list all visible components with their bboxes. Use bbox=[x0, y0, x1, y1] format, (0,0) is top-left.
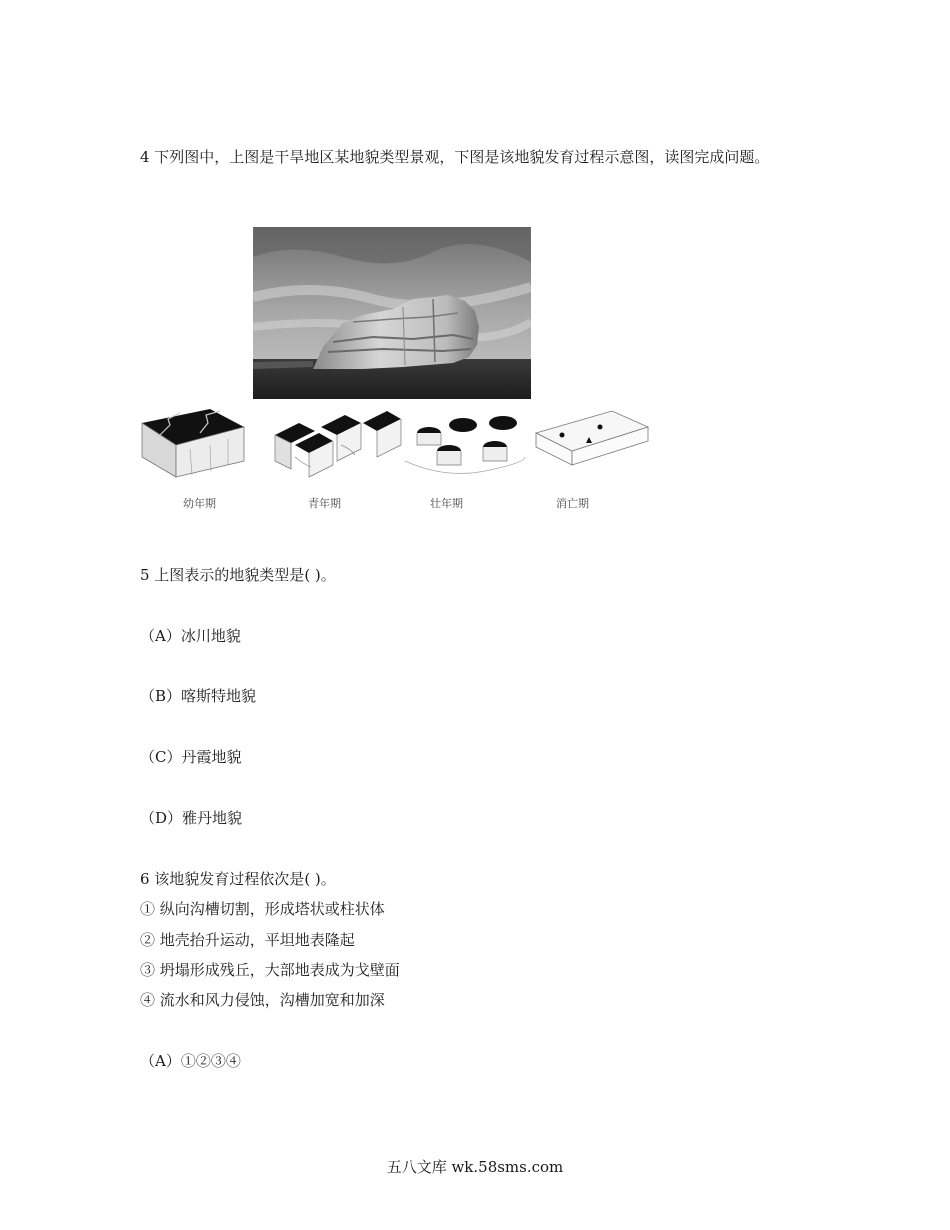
question-6-item-3: ③ 坍塌形成残丘，大部地表成为戈壁面 bbox=[140, 961, 400, 979]
question-4-stem: 4 下列图中，上图是干旱地区某地貌类型景观，下图是该地貌发育过程示意图，读图完成问题。 bbox=[140, 148, 770, 166]
stage-label-youth: 幼年期 bbox=[183, 497, 216, 510]
question-5-option-b: （B）喀斯特地貌 bbox=[140, 687, 257, 705]
stage-young-blocks bbox=[275, 411, 401, 477]
question-5-stem: 5 上图表示的地貌类型是( )。 bbox=[140, 566, 336, 584]
stage-label-extinction: 消亡期 bbox=[556, 497, 589, 510]
footer-watermark: 五八文库 wk.58sms.com bbox=[386, 1158, 564, 1176]
question-6-item-1: ① 纵向沟槽切割，形成塔状或柱状体 bbox=[140, 900, 385, 918]
stage-label-young: 青年期 bbox=[308, 497, 341, 510]
stage-youth-block bbox=[142, 409, 244, 477]
question-6-item-2: ② 地壳抬升运动，平坦地表隆起 bbox=[140, 931, 355, 949]
question-5-option-d: （D）雅丹地貌 bbox=[140, 809, 243, 827]
question-6-option-a: （A）①②③④ bbox=[140, 1052, 241, 1070]
question-5-option-a: （A）冰川地貌 bbox=[140, 627, 241, 645]
stage-label-mature: 壮年期 bbox=[430, 497, 463, 510]
question-5-option-c: （C）丹霞地貌 bbox=[140, 748, 242, 766]
development-stages-diagram bbox=[140, 405, 655, 515]
stage-mature-mesas bbox=[405, 416, 525, 473]
question-6-stem: 6 该地貌发育过程依次是( )。 bbox=[140, 870, 336, 888]
stage-extinction-plain bbox=[536, 411, 648, 465]
yardang-landscape-photo bbox=[253, 227, 531, 399]
question-6-item-4: ④ 流水和风力侵蚀，沟槽加宽和加深 bbox=[140, 991, 385, 1009]
